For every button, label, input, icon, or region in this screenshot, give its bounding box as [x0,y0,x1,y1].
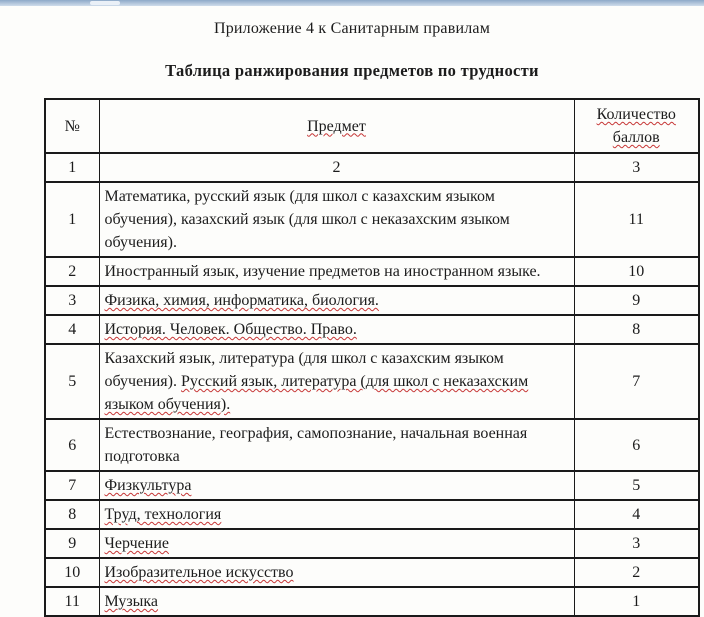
numbering-cell-3: 3 [574,153,699,182]
header-cell-subject [99,99,574,153]
subject-cell [99,419,574,471]
row-number-cell: 8 [45,500,99,529]
table-row [45,257,699,286]
row-number-cell: 5 [45,344,99,419]
row-number-cell: 4 [45,315,99,344]
numbering-cell-2: 2 [99,153,574,182]
table-row [45,344,699,419]
subject-text-misspelled: Изобразительное искусство [104,564,294,581]
score-cell: 2 [574,558,699,587]
row-number-cell: 9 [45,529,99,558]
subject-text: Естествознание, география, самопознание, начальная военная подготовка [104,425,528,465]
subject-text-misspelled: Физика, химия, информатика, биология. [104,292,379,309]
score-cell: 1 [574,587,699,616]
table-row [45,471,699,500]
header-row [45,99,699,153]
subject-text-misspelled: Труд, технология [104,506,222,523]
subject-cell [99,587,574,616]
table-row [45,500,699,529]
subject-text: Казахский язык, литература (для школ с казахским языком обучения). [104,350,504,390]
subject-cell [99,257,574,286]
table-row [45,419,699,471]
numbering-cell-1: 1 [45,153,99,182]
top-strip-thumb [90,1,120,5]
subject-text-misspelled: Музыка [104,593,159,610]
table-row [45,587,699,616]
header-cell-score [574,99,699,153]
header-subject-label: Предмет [307,117,366,135]
subject-cell [99,471,574,500]
score-cell: 10 [574,257,699,286]
header-score-label: Количество баллов [596,106,676,146]
table-row [45,315,699,344]
subject-text-misspelled: Физкультура [104,477,192,494]
document-page [0,6,704,617]
score-cell: 4 [574,500,699,529]
score-cell: 3 [574,529,699,558]
row-number-cell: 7 [45,471,99,500]
subject-cell [99,344,574,419]
row-number-cell: 1 [45,182,99,257]
subject-cell [99,315,574,344]
column-numbering-row [45,153,699,182]
row-number-cell: 6 [45,419,99,471]
ranking-table [44,98,700,617]
table-title: Таблица ранжирования предметов по трудности [165,61,539,80]
table-body [45,99,699,616]
table-row [45,558,699,587]
row-number-cell: 3 [45,286,99,315]
subject-text-misspelled: Черчение [104,535,169,552]
row-number-cell: 2 [45,257,99,286]
header-cell-number: № [45,99,99,153]
subject-text-misspelled: История. Человек. Общество. Право. [104,321,357,338]
score-cell: 6 [574,419,699,471]
subject-cell [99,286,574,315]
table-row [45,182,699,257]
score-cell: 7 [574,344,699,419]
score-cell: 9 [574,286,699,315]
subject-cell [99,500,574,529]
appendix-title: Приложение 4 к Санитарным правилам [213,20,491,37]
row-number-cell: 11 [45,587,99,616]
score-cell: 8 [574,315,699,344]
score-cell: 11 [574,182,699,257]
table-row [45,529,699,558]
table-row [45,286,699,315]
subject-text: Иностранный язык, изучение предметов на иностранном языке. [104,263,541,280]
subject-cell [99,182,574,257]
subject-text-misspelled: Русский язык, литература (для школ с неказахским языком обучения). [104,373,529,413]
subject-cell [99,529,574,558]
subject-cell [99,558,574,587]
score-cell: 5 [574,471,699,500]
subject-text: Математика, русский язык (для школ с казахским языком обучения), казахский язык (для школ с неказахским языком обучения). [104,188,510,251]
row-number-cell: 10 [45,558,99,587]
